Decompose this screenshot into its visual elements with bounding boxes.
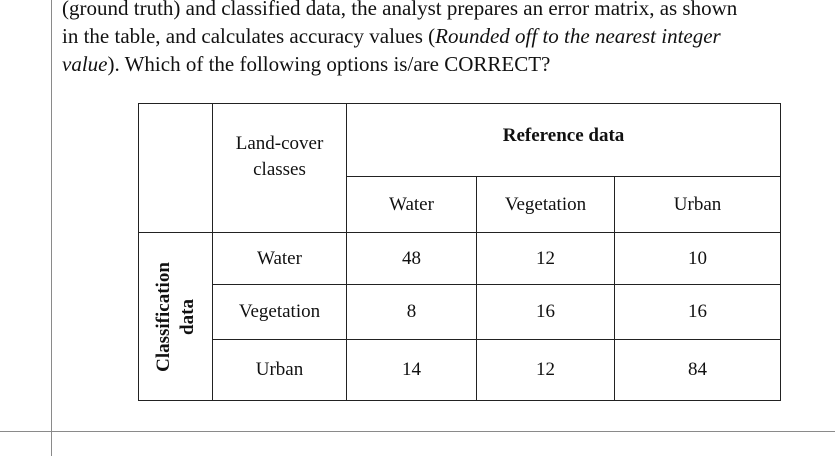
classification-data-rotated-text xyxy=(152,262,200,372)
question-line-2-italic: Rounded off to the nearest integer xyxy=(435,24,721,48)
row-label-vegetation: Vegetation xyxy=(213,285,347,340)
column-header-urban: Urban xyxy=(615,177,781,233)
table-cell: 14 xyxy=(347,340,477,401)
question-text xyxy=(62,0,835,78)
question-line-2 xyxy=(62,22,835,50)
question-line-3 xyxy=(62,50,835,78)
table-header-row xyxy=(139,104,781,177)
land-cover-header-line-2: classes xyxy=(253,159,306,180)
land-cover-classes-header xyxy=(213,104,347,233)
table-cell: 8 xyxy=(347,285,477,340)
table-cell: 84 xyxy=(615,340,781,401)
question-line-1: (ground truth) and classified data, the analyst prepares an error matrix, as shown xyxy=(62,0,738,20)
left-margin-rule xyxy=(51,0,52,456)
reference-data-header: Reference data xyxy=(347,104,781,177)
table-row xyxy=(139,285,781,340)
land-cover-header-line-1: Land-cover xyxy=(235,133,324,154)
table-cell: 12 xyxy=(477,340,615,401)
question-line-3-text: ). Which of the following options is/are CORRECT? xyxy=(107,52,551,76)
table-cell: 12 xyxy=(477,233,615,285)
side-label-line-1: Classification xyxy=(152,261,174,372)
row-label-water: Water xyxy=(213,233,347,285)
classification-data-side-label xyxy=(139,233,213,401)
error-matrix-table xyxy=(138,103,781,401)
question-line-2-text: in the table, and calculates accuracy values ( xyxy=(62,24,436,48)
column-header-vegetation: Vegetation xyxy=(477,177,615,233)
table-cell: 16 xyxy=(615,285,781,340)
question-line-3-italic: value xyxy=(62,52,108,76)
table-row xyxy=(139,233,781,285)
table-cell: 48 xyxy=(347,233,477,285)
table-row xyxy=(139,340,781,401)
column-header-water: Water xyxy=(347,177,477,233)
side-label-line-2: data xyxy=(176,298,198,335)
row-label-urban: Urban xyxy=(213,340,347,401)
table-cell: 10 xyxy=(615,233,781,285)
bottom-divider xyxy=(0,431,835,432)
table-cell: 16 xyxy=(477,285,615,340)
corner-blank-cell xyxy=(139,104,213,233)
